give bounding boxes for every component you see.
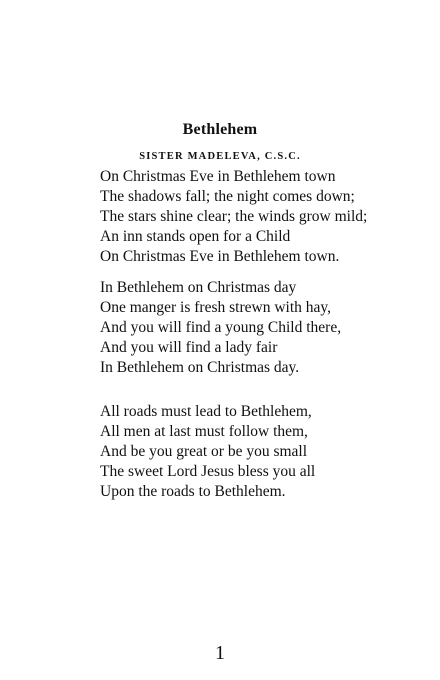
- poem-line: On Christmas Eve in Bethlehem town: [100, 168, 336, 185]
- poem-line: And be you great or be you small: [100, 443, 308, 460]
- poem-line: One manger is fresh strewn with hay,: [100, 299, 332, 316]
- poem-line: On Christmas Eve in Bethlehem town.: [100, 248, 340, 265]
- stanza-1: [100, 167, 367, 267]
- poem-line: Upon the roads to Bethlehem.: [100, 483, 286, 500]
- poem-line: And you will find a lady fair: [100, 339, 278, 356]
- poem-author: SISTER MADELEVA, C.S.C.: [139, 151, 301, 162]
- stanza-2: [100, 278, 341, 378]
- poem-line: An inn stands open for a Child: [100, 228, 291, 245]
- poem-line: The shadows fall; the night comes down;: [100, 188, 355, 205]
- poem-line: And you will find a young Child there,: [100, 319, 342, 336]
- page-number: 1: [215, 642, 225, 664]
- stanza-3: [100, 402, 315, 502]
- poem-line: All men at last must follow them,: [100, 423, 308, 440]
- poem-title: Bethlehem: [182, 121, 258, 138]
- poem-line: In Bethlehem on Christmas day: [100, 279, 297, 296]
- poem-line: The sweet Lord Jesus bless you all: [100, 463, 316, 480]
- poem-line: In Bethlehem on Christmas day.: [100, 359, 300, 376]
- poem-line: The stars shine clear; the winds grow mild;: [100, 208, 368, 225]
- poem-line: All roads must lead to Bethlehem,: [100, 403, 312, 420]
